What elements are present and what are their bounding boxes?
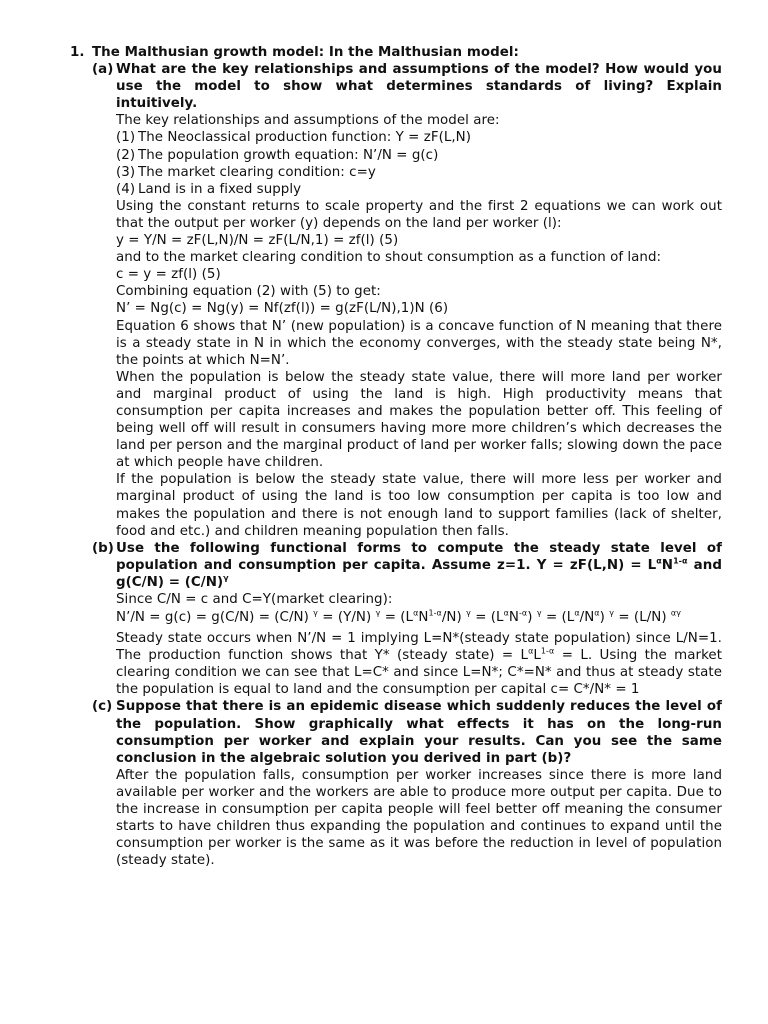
list-text: The Neoclassical production function: Y = zF(L,N) [138,130,472,146]
list-item [116,129,722,146]
paragraph: Using the constant returns to scale property and the first 2 equations we can work out that the output per worker (y) depends on the land per worker (l): [116,198,722,231]
math-text: and g(C/N) = (C/N) [116,557,722,590]
paragraph: If the population is below the steady state value, there will more less per worker and marginal product of using the land is too low consumption per capita is too low and makes the population and there is not enough land to support families (lack of shelter, food and etc.) and children meaning population then falls. [116,472,722,539]
list-number: (1) [116,130,136,146]
superscript: γ [466,608,471,618]
math-text: = (L [475,610,504,626]
document-page [70,44,722,869]
math-text: = (L [545,610,575,626]
part-b-question [70,540,722,591]
paragraph: Combining equation (2) with (5) to get: [116,284,381,300]
superscript: 1-α [540,646,555,656]
list-number: (2) [116,147,136,163]
superscript: α [574,608,580,618]
part-a-question-text: What are the key relationships and assumptions of the model? How would you use the model to show what determines standards of living? Explain intuitively. [116,62,722,112]
question-title: The Malthusian growth model: In the Malthusian model: [92,45,519,60]
equation: y = Y/N = zF(L,N)/N = zF(L/N,1) = zf(l) (5) [116,233,399,249]
superscript: 1-α [673,556,688,566]
list-text: The population growth equation: N’/N = g(c) [138,147,439,163]
superscript: γ [223,573,229,583]
superscript: γ [536,608,542,618]
list-number: (3) [116,164,136,180]
math-text: = [618,610,630,626]
math-text: = (Y/N) [322,610,376,626]
paragraph: When the population is below the steady state value, there will more land per worker and marginal product of using the land is high. High productivity means that consumption per capita increases and makes the population better off. This feeling of being well off will result in consumers having more more children’s which decreases the land per person and the marginal product of land per worker falls; slowing down the pace at which people have children. [116,369,722,471]
paragraph: After the population falls, consumption per worker increases since there is more land available per worker and the workers are able to produce more output per capita. Due to the increase in consumption per capita people will feel better off meaning the consumer starts to have children thus expanding the population and continues to expand until the consumption per worker is the same as it was before the reduction in level of population (steady state). [116,767,722,869]
part-b-label: (b) [92,540,114,556]
superscript: α [413,608,419,618]
superscript: γ [609,608,615,618]
math-text: ) [527,610,537,626]
list-item [116,181,722,198]
math-text: ) [599,610,610,626]
math-text: N [661,557,674,573]
superscript: α [528,646,534,656]
part-a-question [70,61,722,112]
math-text: N [418,610,429,626]
math-text: N [508,610,519,626]
list-item [116,164,722,181]
equation [116,608,722,628]
superscript: 1-α [428,608,442,618]
paragraph-text: Steady state occurs when N’/N = 1 implying L=N*(steady state population) since L/N=1. The production function shows that Y* (steady state) = L [116,631,722,664]
superscript: α [594,608,600,618]
list-text: Land is in a fixed supply [138,181,302,197]
superscript: α [656,556,662,566]
math-text: N’/N = g(c) = g(C/N) = (C/N) [116,610,314,626]
superscript: αγ [670,608,682,618]
math-text: /N [579,610,595,626]
paragraph-text: = L. Using the market clearing condition we can see that L=C* and since L=N*; C*=N* and thus at steady state the population is equal to land and the consumption per capital c= C*/N* = 1 [116,648,722,698]
equation: N’ = Ng(c) = Ng(y) = Nf(zf(l)) = g(zF(L/N),1)N (6) [116,301,449,317]
part-c-answer [70,767,722,870]
part-b-answer [70,591,722,698]
part-a-answer [70,112,722,539]
superscript: -α [518,608,528,618]
part-b-question-text: Use the following functional forms to compute the steady state level of population and consumption per capita. Assume z=1. Y = zF(L,N) = L [116,540,722,573]
part-a-label: (a) [92,62,114,78]
part-c-label: (c) [92,699,113,715]
superscript: γ [375,608,381,618]
math-text: L [533,648,541,664]
part-c-question [70,698,722,766]
math-text: (L/N) [633,610,671,626]
math-text: /N) [441,610,467,626]
list-number: (4) [116,181,136,197]
paragraph: Since C/N = c and C=Y(market clearing): [116,592,393,607]
superscript: γ [313,608,318,618]
question-number: 1. [70,45,85,60]
math-text: = (L [384,610,414,626]
paragraph: Equation 6 shows that N’ (new population) is a concave function of N meaning that there is a steady state in N in which the economy converges, with the steady state being N*, the points at which N=N’. [116,318,722,368]
paragraph [116,630,722,698]
list-text: The market clearing condition: c=y [138,164,376,180]
intro-text: The key relationships and assumptions of the model are: [116,113,500,129]
equation: c = y = zf(l) (5) [116,267,221,283]
paragraph: and to the market clearing condition to shout consumption as a function of land: [116,250,662,266]
part-c-question-text: Suppose that there is an epidemic disease which suddenly reduces the level of the population. Show graphically what effects it has on the long-run consumption per worker and explain your results. Can you see the same conclusion in the algebraic solution you derived in part (b)? [116,699,722,766]
superscript: α [503,608,509,618]
question-1-heading [70,44,722,61]
list-item [116,147,722,164]
